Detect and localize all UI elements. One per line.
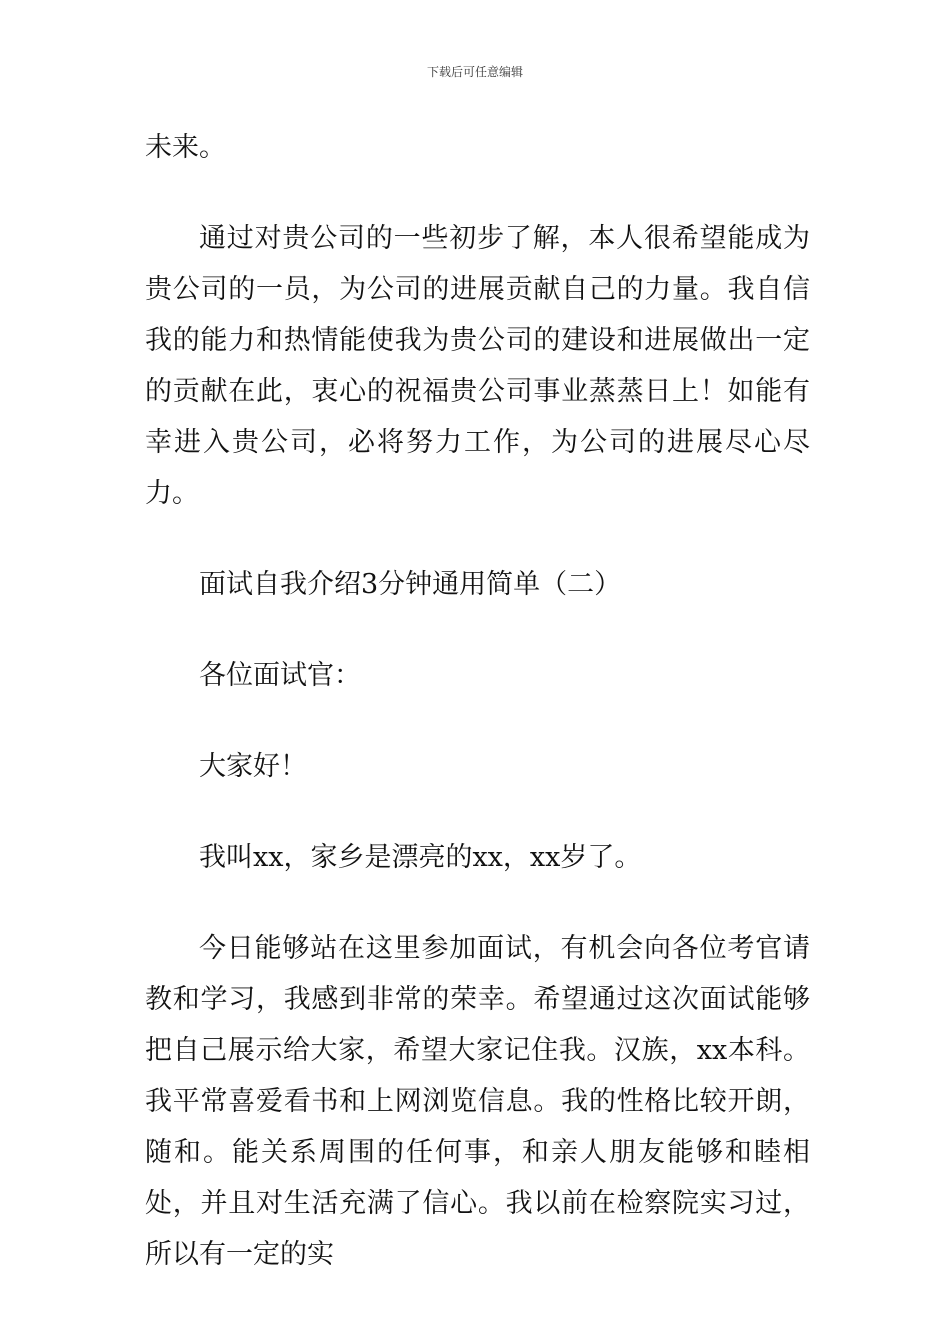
document-body [145,122,810,1280]
paragraph-salutation: 各位面试官： [199,660,361,691]
paragraph-greeting: 大家好！ [199,751,307,782]
paragraph-intro: 我叫xx，家乡是漂亮的xx，xx岁了。 [199,842,642,873]
paragraph-body: 今日能够站在这里参加面试，有机会向各位考官请教和学习，我感到非常的荣幸。希望通过这次面试能够把自己展示给大家，希望大家记住我。汉族，xx本科。我平常喜爱看书和上网浏览信息。我的性格比较开朗，随和。能关系周围的任何事，和亲人朋友能够和睦相处，并且对生活充满了信心。我以前在检察院实习过，所以有一定的实 [145,933,810,1270]
paragraph-continuation: 未来。 [145,132,226,163]
section-title: 面试自我介绍3分钟通用简单（二） [199,569,622,600]
paragraph-closing: 通过对贵公司的一些初步了解，本人很希望能成为贵公司的一员，为公司的进展贡献自己的力量。我自信我的能力和热情能使我为贵公司的建设和进展做出一定的贡献在此，衷心的祝福贵公司事业蒸蒸日上！如能有幸进入贵公司，必将努力工作，为公司的进展尽心尽力。 [145,223,810,509]
page-header-note: 下载后可任意编辑 [426,65,523,79]
